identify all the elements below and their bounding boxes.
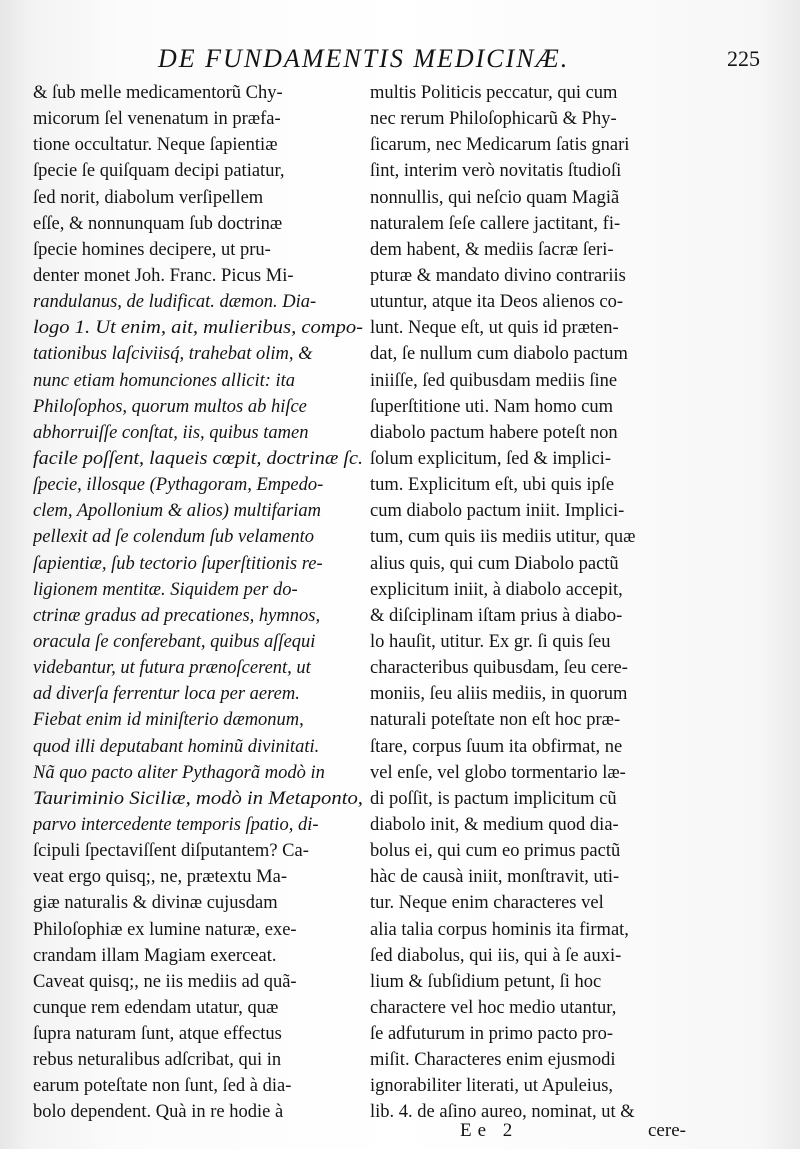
- text-line: denter monet Joh. Franc. Picus Mi-: [33, 265, 294, 286]
- text-line: nonnullis, qui neſcio quam Magiã: [370, 187, 620, 208]
- text-line: vel enſe, vel globo tormentario læ-: [370, 762, 626, 783]
- text-line: pellexit ad ſe colendum ſub velamento: [33, 527, 315, 548]
- text-line: ligionem mentitæ. Siquidem per do-: [33, 579, 298, 600]
- text-line: giæ naturalis & divinæ cujusdam: [33, 893, 278, 914]
- text-line: & diſciplinam iſtam prius à diabo-: [370, 605, 623, 626]
- text-line: Philoſophiæ ex lumine naturæ, exe-: [33, 919, 297, 940]
- page-footer: [0, 1120, 800, 1148]
- text-line: rebus neturalibus adſcribat, qui in: [33, 1050, 282, 1071]
- text-line: ctrinæ gradus ad precationes, hymnos,: [33, 605, 321, 626]
- text-line: charactere vel hoc medio utantur,: [370, 997, 617, 1018]
- text-line: tum. Explicitum eſt, ubi quis ipſe: [370, 475, 615, 496]
- text-line: ſicarum, nec Medicarum ſatis gnari: [370, 135, 630, 156]
- text-line: cunque rem edendam utatur, quæ: [33, 997, 279, 1018]
- text-line: lib. 4. de aſino aureo, nominat, ut &: [370, 1102, 635, 1123]
- right-text-column: [370, 80, 700, 1126]
- text-line: ſed diabolus, qui iis, qui à ſe auxi-: [370, 945, 622, 966]
- text-line: miſit. Characteres enim ejusmodi: [370, 1050, 616, 1071]
- text-line: ſtare, corpus ſuum ita obfirmat, ne: [370, 736, 623, 757]
- text-line: ad diverſa ferrentur loca per aerem.: [33, 684, 300, 705]
- text-line: earum poteſtate non ſunt, ſed à dia-: [33, 1076, 292, 1097]
- text-line: Philoſophos, quorum multos ab hiſce: [33, 396, 307, 417]
- text-line: diabolo pactum habere poteſt non: [370, 422, 618, 443]
- running-title: DE FUNDAMENTIS MEDICINÆ.: [158, 44, 570, 73]
- text-line: crandam illam Magiam exerceat.: [33, 945, 277, 966]
- text-line: moniis, ſeu aliis mediis, in quorum: [370, 684, 628, 705]
- text-line: dem habent, & mediis ſacræ ſeri-: [370, 239, 614, 260]
- text-line: Fiebat enim id miniſterio dæmonum,: [33, 710, 304, 731]
- text-line: quod illi deputabant hominũ divinitati.: [33, 736, 320, 757]
- text-line: oracula ſe conferebant, quibus aſſequi: [33, 631, 316, 652]
- text-line: tur. Neque enim characteres vel: [370, 893, 604, 914]
- text-line: ſapientiæ, ſub tectorio ſuperſtitionis re-: [33, 553, 323, 574]
- text-line: micorum ſel venenatum in præfa-: [33, 109, 281, 130]
- text-line: ſcipuli ſpectaviſſent diſputantem? Ca-: [33, 841, 309, 862]
- text-line: bolus ei, qui cum eo primus pactũ: [370, 841, 621, 862]
- text-line: ſuperſtitione uti. Nam homo cum: [370, 396, 614, 417]
- text-line: lunt. Neque eſt, ut quis id præten-: [370, 318, 619, 339]
- text-line: ſpecie, illosque (Pythagoram, Empedo-: [33, 475, 324, 496]
- text-line: ſed norit, diabolum verſipellem: [33, 187, 264, 208]
- text-line: ſint, interim verò novitatis ſtudioſi: [370, 161, 622, 182]
- text-line: Nã quo pacto aliter Pythagorã modò in: [33, 762, 325, 783]
- text-line: multis Politicis peccatur, qui cum: [370, 83, 618, 103]
- text-line: & ſub melle medicamentorũ Chy-: [33, 83, 283, 103]
- catchword: cere-: [648, 1120, 686, 1141]
- text-line: lium & ſubſidium petunt, ſi hoc: [370, 971, 602, 992]
- text-line: diabolo init, & medium quod dia-: [370, 814, 619, 835]
- text-line: videbantur, ut futura prænoſcerent, ut: [33, 658, 311, 679]
- text-line: characteribus quibusdam, ſeu cere-: [370, 658, 628, 679]
- text-line: parvo intercedente temporis ſpatio, di-: [33, 814, 319, 835]
- text-line: ſe adfuturum in primo pacto pro-: [370, 1024, 614, 1045]
- text-line: tum, cum quis iis mediis utitur, quæ: [370, 527, 636, 548]
- text-line: ſolum explicitum, ſed & implici-: [370, 448, 611, 469]
- text-line: Caveat quisq;, ne iis mediis ad quã-: [33, 971, 297, 992]
- text-line: naturali poteſtate non eſt hoc præ-: [370, 710, 621, 731]
- text-line: abhorruiſſe conſtat, iis, quibus tamen: [33, 422, 309, 443]
- text-line: nunc etiam homunciones allicit: ita: [33, 370, 296, 391]
- text-line: ſpecie ſe quiſquam decipi patiatur,: [33, 161, 285, 182]
- text-line: clem, Apollonium & alios) multifariam: [33, 501, 321, 522]
- text-line: pturæ & mandato divino contrariis: [370, 265, 626, 286]
- text-line: hàc de causà iniit, monſtravit, uti-: [370, 867, 620, 888]
- text-line: alius quis, qui cum Diabolo pactũ: [370, 553, 619, 574]
- text-line: cum diabolo pactum iniit. Implici-: [370, 501, 625, 522]
- text-line: facile poſſent, laqueis cœpit, doctrinæ ſc.: [33, 448, 363, 469]
- text-line: utuntur, atque ita Deos alienos co-: [370, 292, 624, 313]
- page-header: [150, 44, 760, 74]
- text-line: explicitum iniit, à diabolo accepit,: [370, 579, 623, 600]
- text-line: bolo dependent. Quà in re hodie à: [33, 1102, 284, 1123]
- text-line: logo 1. Ut enim, ait, mulieribus, compo-: [33, 318, 363, 339]
- text-line: eſſe, & nonnunquam ſub doctrinæ: [33, 213, 283, 234]
- signature-mark: Ee 2: [460, 1120, 519, 1141]
- text-line: naturalem ſeſe callere jactitant, fi-: [370, 213, 621, 234]
- left-text-column: [33, 80, 363, 1126]
- text-line: Tauriminio Siciliæ, modò in Metaponto,: [33, 788, 363, 809]
- page-number: 225: [727, 46, 760, 71]
- text-line: alia talia corpus hominis ita firmat,: [370, 919, 629, 940]
- text-line: randulanus, de ludificat. dæmon. Dia-: [33, 292, 317, 313]
- text-line: lo hauſit, utitur. Ex gr. ſi quis ſeu: [370, 631, 611, 652]
- text-line: ſupra naturam ſunt, atque effectus: [33, 1024, 282, 1045]
- text-line: iniiſſe, ſed quibusdam mediis ſine: [370, 370, 618, 391]
- text-line: nec rerum Philoſophicarũ & Phy-: [370, 109, 617, 130]
- text-line: ſpecie homines decipere, ut pru-: [33, 239, 271, 260]
- text-line: ignorabiliter literati, ut Apuleius,: [370, 1076, 614, 1097]
- text-line: tione occultatur. Neque ſapientiæ: [33, 135, 278, 156]
- text-line: tationibus laſciviisq́, trahebat olim, &: [33, 344, 313, 365]
- text-line: di poſſit, is pactum implicitum cũ: [370, 788, 617, 809]
- text-line: veat ergo quisq;, ne, prætextu Ma-: [33, 867, 287, 888]
- text-line: dat, ſe nullum cum diabolo pactum: [370, 344, 628, 365]
